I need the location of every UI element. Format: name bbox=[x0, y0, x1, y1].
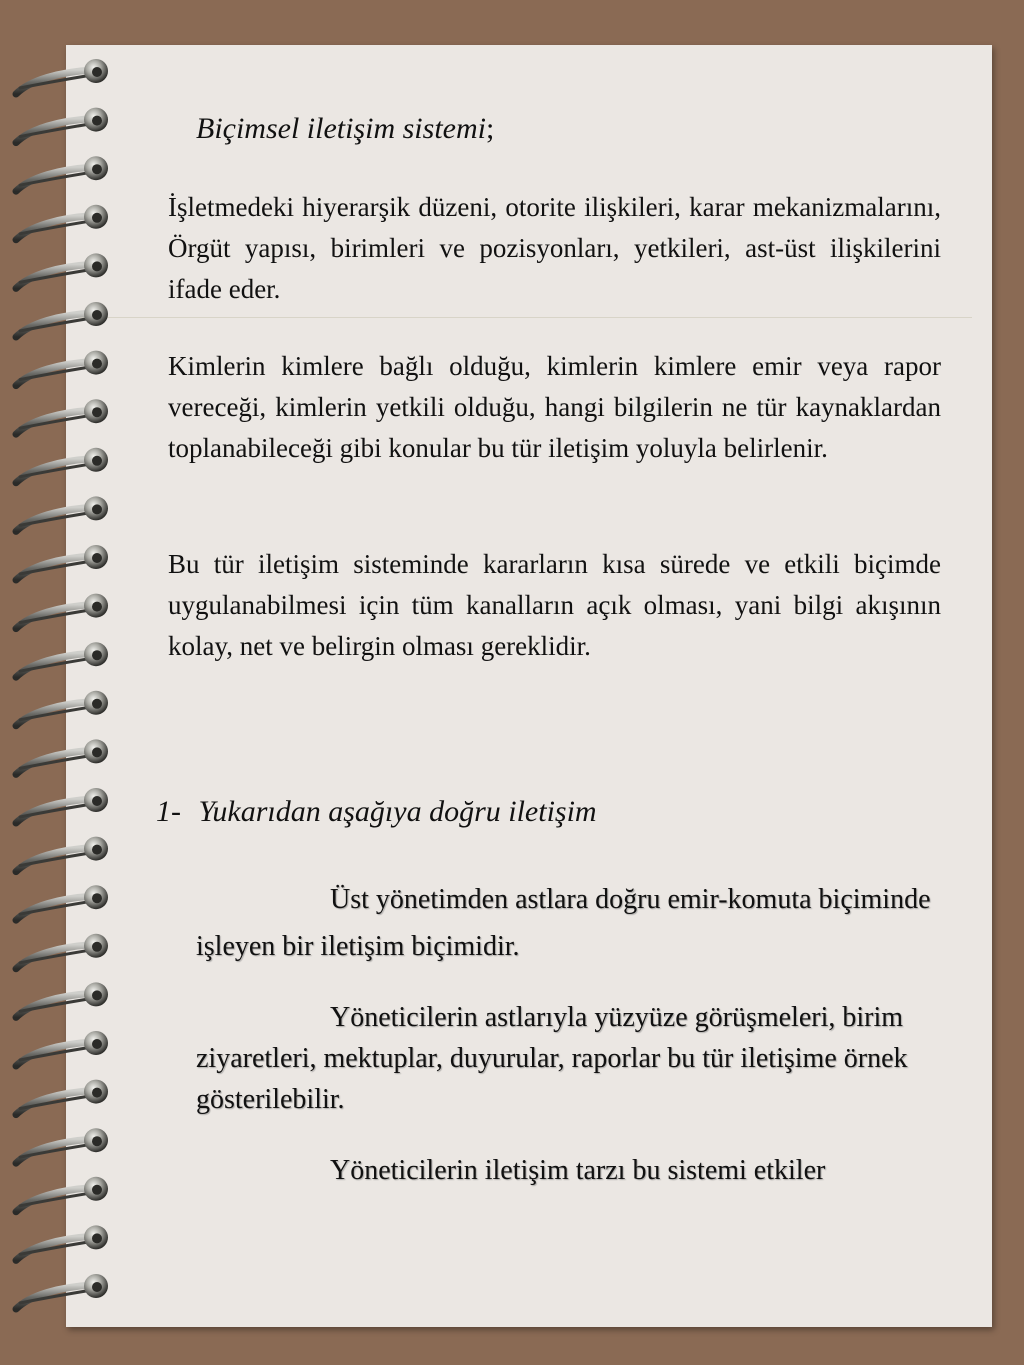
sub-paragraph-top-down bbox=[196, 876, 936, 970]
paragraph-hierarchy: İşletmedeki hiyerarşik düzeni, otorite ilişkileri, karar mekanizmalarını, Örgüt yapısı, birimleri ve pozisyonları, yetkileri, ast-üst ilişkilerini ifade eder. bbox=[168, 192, 941, 304]
spiral-ring-icon bbox=[16, 448, 108, 483]
spiral-ring-icon bbox=[16, 594, 108, 629]
spiral-ring-icon bbox=[16, 399, 108, 434]
spiral-ring-icon bbox=[16, 691, 108, 726]
spiral-ring-icon bbox=[16, 1080, 108, 1115]
spiral-ring-icon bbox=[16, 302, 108, 337]
spiral-ring-icon bbox=[16, 351, 108, 386]
spiral-ring-icon bbox=[16, 1274, 108, 1309]
sub-paragraph-examples-text: Yöneticilerin astlarıyla yüzyüze görüşmeleri, birim ziyaretleri, mektuplar, duyurular, raporlar bu tür iletişime örnek gösterilebilir. bbox=[196, 1002, 908, 1115]
section-title bbox=[196, 108, 494, 149]
spiral-ring-icon bbox=[16, 108, 108, 143]
paragraph-who-reports: Kimlerin kimlere bağlı olduğu, kimlerin kimlere emir veya rapor vereceği, kimlerin yetkili olduğu, hangi bilgilerin ne tür kaynaklardan toplanabileceği gibi konular bu tür iletişim yoluyla belirlenir. bbox=[168, 351, 941, 463]
spiral-ring-icon bbox=[16, 1031, 108, 1066]
spiral-ring-icon bbox=[16, 253, 108, 288]
spiral-ring-icon bbox=[16, 1225, 108, 1260]
sub-paragraph-style-text: Yöneticilerin iletişim tarzı bu sistemi etkiler bbox=[330, 1155, 826, 1186]
subsection-number: 1- bbox=[156, 795, 181, 828]
spiral-ring-icon bbox=[16, 1177, 108, 1212]
spiral-binding bbox=[0, 0, 140, 1365]
spiral-ring-icon bbox=[16, 59, 108, 94]
spiral-ring-icon bbox=[16, 982, 108, 1017]
section-title-suffix: ; bbox=[485, 112, 495, 145]
spiral-ring-icon bbox=[16, 934, 108, 969]
subsection-heading bbox=[156, 791, 597, 832]
spiral-ring-icon bbox=[16, 885, 108, 920]
paragraph-channels: Bu tür iletişim sisteminde kararların kısa sürede ve etkili biçimde uygulanabilmesi için tüm kanalların açık olması, yani bilgi akışının kolay, net ve belirgin olması gereklidir. bbox=[168, 549, 941, 661]
section-title-text: Biçimsel iletişim sistemi bbox=[196, 112, 486, 145]
sub-paragraph-examples bbox=[196, 997, 956, 1120]
page-divider bbox=[66, 317, 972, 318]
spiral-ring-icon bbox=[16, 205, 108, 240]
spiral-ring-icon bbox=[16, 739, 108, 774]
sub-paragraph-style bbox=[196, 1150, 956, 1191]
sub-paragraph-top-down-text: Üst yönetimden astlara doğru emir-komuta biçiminde işleyen bir iletişim biçimidir. bbox=[196, 884, 931, 962]
spiral-ring-icon bbox=[16, 1128, 108, 1163]
subsection-title: Yukarıdan aşağıya doğru iletişim bbox=[198, 795, 597, 828]
spiral-ring-icon bbox=[16, 496, 108, 531]
spiral-ring-icon bbox=[16, 156, 108, 191]
spiral-ring-icon bbox=[16, 837, 108, 872]
spiral-ring-icon bbox=[16, 642, 108, 677]
spiral-ring-icon bbox=[16, 545, 108, 580]
spiral-ring-icon bbox=[16, 788, 108, 823]
